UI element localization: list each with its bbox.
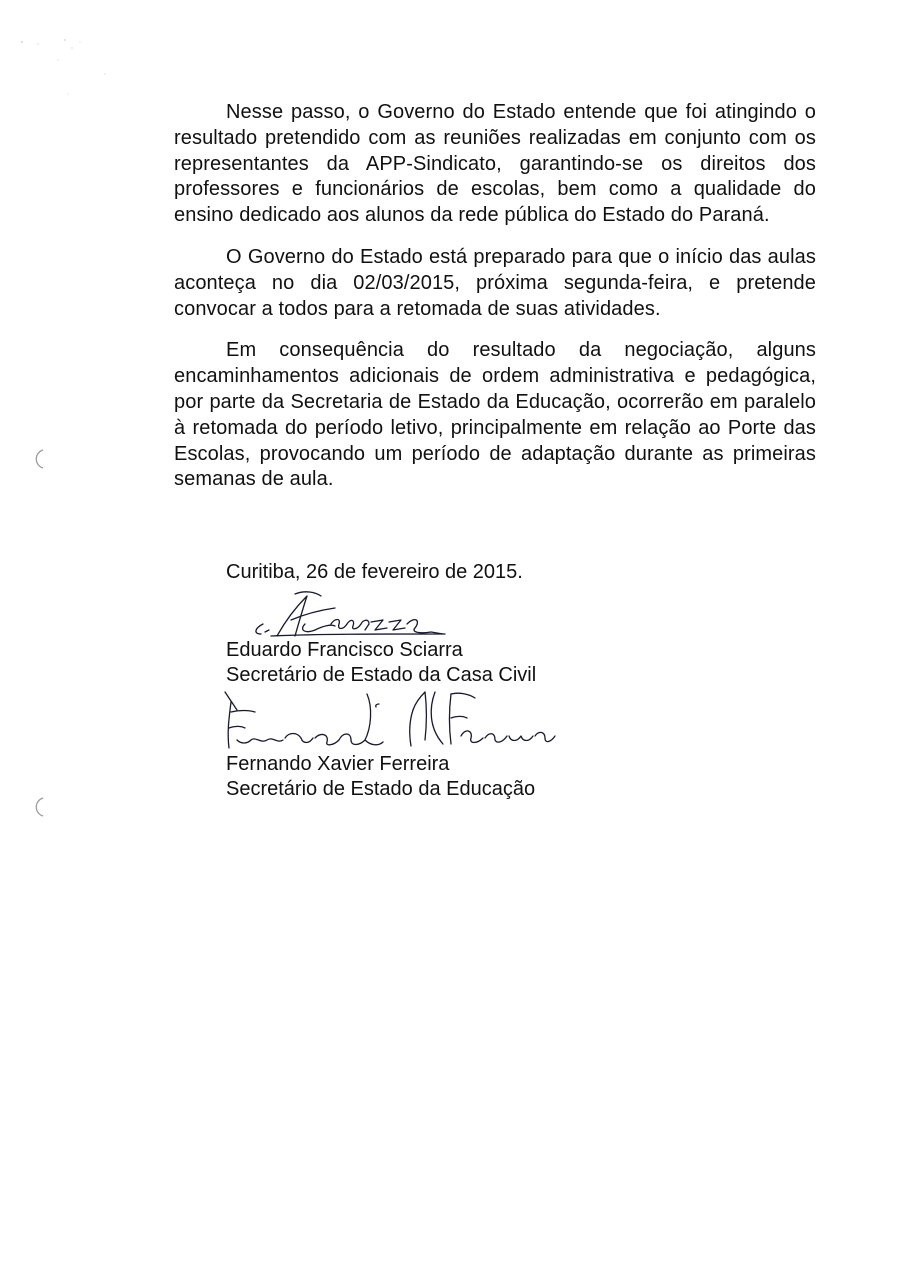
paragraph: Nesse passo, o Governo do Estado entende que foi atingindo o resultado pretendido com as reuniões realizadas em conjunto com os representantes da APP-Sindicato, garantindo-se os direitos dos professores e funcionários de escolas, bem como a qualidade do ensino dedicado aos alunos da rede pública do Estado do Paraná. — [174, 101, 816, 227]
signatory-name: Fernando Xavier Ferreira — [226, 753, 450, 775]
paragraph: Em consequência do resultado da negociação, alguns encaminhamentos adicionais de ordem administrativa e pedagógica, por parte da Secretaria de Estado da Educação, ocorrerão em paralelo à retomada do período letivo, principalmente em relação ao Porte das Escolas, provocando um período de adaptação durante as primeiras semanas de aula. — [174, 339, 816, 491]
signatory-block — [226, 752, 535, 802]
signature-ferreira — [215, 688, 575, 758]
punch-hole-mark — [30, 796, 48, 818]
signatory-block — [226, 638, 536, 688]
date-line: Curitiba, 26 de fevereiro de 2015. — [226, 561, 523, 583]
document-body — [174, 100, 816, 509]
signatory-name: Eduardo Francisco Sciarra — [226, 639, 463, 661]
paragraph: O Governo do Estado está preparado para que o início das aulas aconteça no dia 02/03/2015, próxima segunda-feira, e pretende convocar a todos para a retomada de suas atividades. — [174, 245, 816, 320]
signature-sciarra — [235, 584, 465, 644]
scan-specks — [10, 30, 120, 110]
signatory-title: Secretário de Estado da Educação — [226, 778, 536, 800]
signatory-title: Secretário de Estado da Casa Civil — [226, 664, 537, 686]
punch-hole-mark — [30, 448, 48, 470]
